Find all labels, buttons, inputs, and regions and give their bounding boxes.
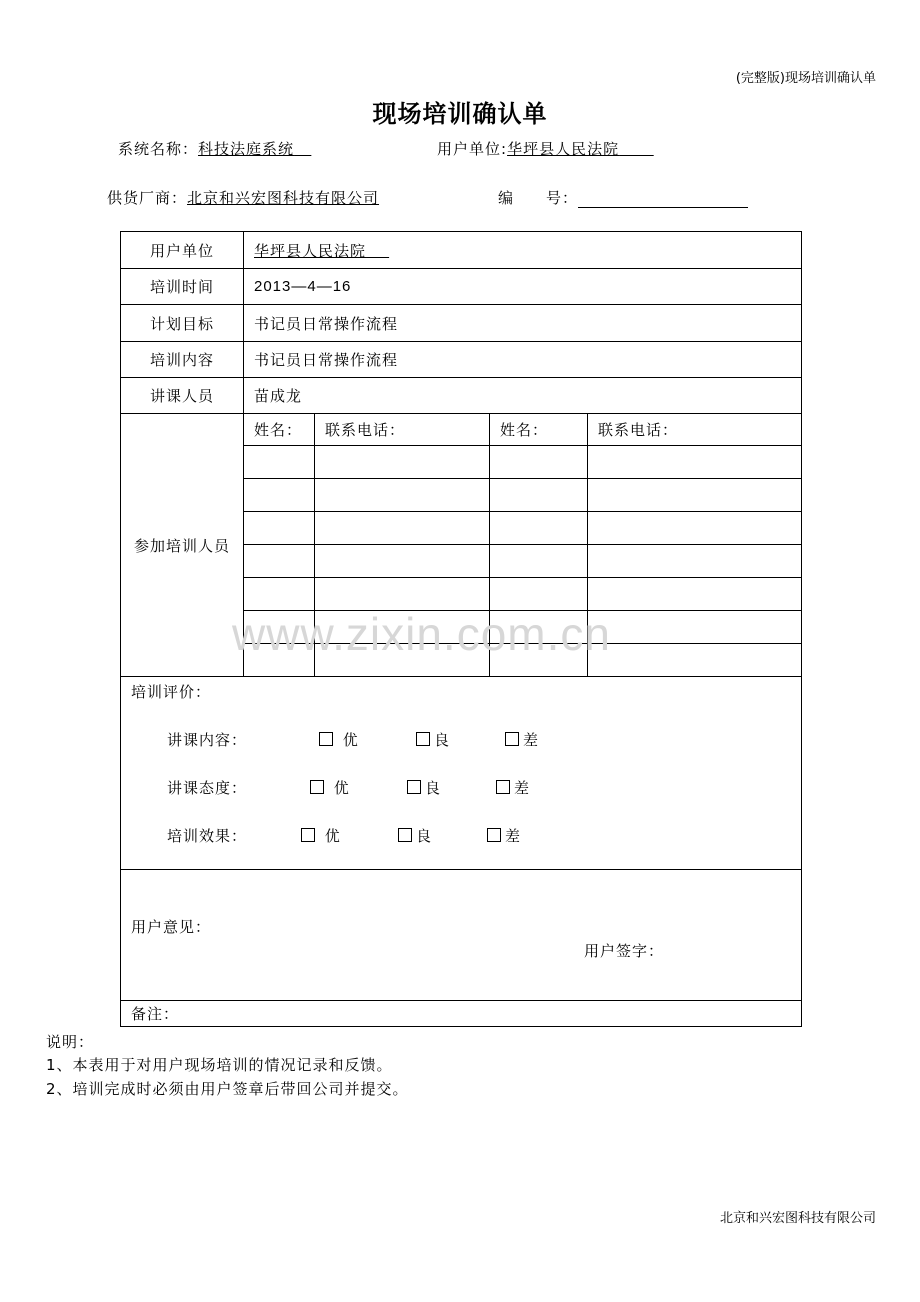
option-good[interactable]: 良 [416,729,450,750]
supplier-label: 供货厂商： [107,189,188,207]
row-value: 2013—4—16 [244,269,802,305]
evaluation-title: 培训评价： [131,683,212,701]
number-label: 编 号： [498,189,579,207]
checkbox-icon[interactable] [487,828,501,842]
row-value: 书记员日常操作流程 [244,342,802,378]
checkbox-icon[interactable] [310,780,324,794]
participant-name-header: 姓名： [244,414,315,446]
opinion-row [121,870,802,1001]
checkbox-icon[interactable] [301,828,315,842]
remarks-cell[interactable] [121,1001,802,1027]
checkbox-icon[interactable] [505,732,519,746]
system-name-value: 科技法庭系统 [198,140,295,158]
evaluation-row [121,677,802,870]
option-excellent[interactable]: 优 [301,825,341,846]
notes-title: 说明： [46,1033,95,1051]
user-unit-value: 华坪县人民法院 [507,140,620,158]
opinion-label: 用户意见： [131,918,212,936]
participant-name-header: 姓名： [490,414,588,446]
checkbox-icon[interactable] [319,732,333,746]
page-title: 现场培训确认单 [372,100,548,128]
option-poor[interactable]: 差 [496,777,530,798]
option-good[interactable]: 良 [398,825,432,846]
remarks-label: 备注： [131,1005,180,1023]
row-label: 培训时间 [121,269,244,305]
option-poor[interactable]: 差 [505,729,539,750]
option-good[interactable]: 良 [407,777,441,798]
row-label: 培训内容 [121,342,244,378]
form-row-user-unit [121,232,802,269]
row-label: 讲课人员 [121,378,244,414]
participants-header-row [121,414,802,446]
checkbox-icon[interactable] [398,828,412,842]
row-value: 华坪县人民法院 [244,232,802,269]
remarks-row [121,1001,802,1027]
row-value: 苗成龙 [244,378,802,414]
system-name-label: 系统名称： [118,140,199,158]
evaluation-item-label: 讲课态度： [167,779,248,797]
form-row-plan-goal [121,305,802,342]
checkbox-icon[interactable] [416,732,430,746]
evaluation-item-effect [167,825,247,846]
evaluation-section [121,677,801,869]
participant-phone-header: 联系电话： [315,414,490,446]
form-row-lecturer [121,378,802,414]
form-row-training-content [121,342,802,378]
row-label: 计划目标 [121,305,244,342]
checkbox-icon[interactable] [407,780,421,794]
evaluation-item-content [167,729,247,750]
notes-item: 1、本表用于对用户现场培训的情况记录和反馈。 [46,1056,393,1074]
user-unit-field [437,138,654,159]
user-unit-label: 用户单位: [437,140,508,158]
checkbox-icon[interactable] [496,780,510,794]
number-value [578,191,748,208]
system-name-field [118,138,311,159]
row-value: 书记员日常操作流程 [244,305,802,342]
form-row-training-time [121,269,802,305]
footer-company: 北京和兴宏图科技有限公司 [719,1211,876,1226]
option-excellent[interactable]: 优 [310,777,350,798]
evaluation-item-attitude [167,777,247,798]
notes-item: 2、培训完成时必须由用户签章后带回公司并提交。 [46,1080,409,1098]
row-label: 用户单位 [121,232,244,269]
supplier-value: 北京和兴宏图科技有限公司 [187,189,380,207]
participant-phone-header: 联系电话： [588,414,802,446]
signature-label: 用户签字： [584,942,665,960]
evaluation-item-label: 培训效果： [167,827,248,845]
opinion-section[interactable] [121,870,801,1000]
document-header-tag: (完整版)现场培训确认单 [735,71,876,86]
option-excellent[interactable]: 优 [319,729,359,750]
option-poor[interactable]: 差 [487,825,521,846]
participants-label: 参加培训人员 [121,414,244,677]
supplier-field [107,187,379,208]
watermark-text: www.zixin.com.cn [232,608,611,660]
number-field [498,187,748,208]
evaluation-item-label: 讲课内容： [167,731,248,749]
